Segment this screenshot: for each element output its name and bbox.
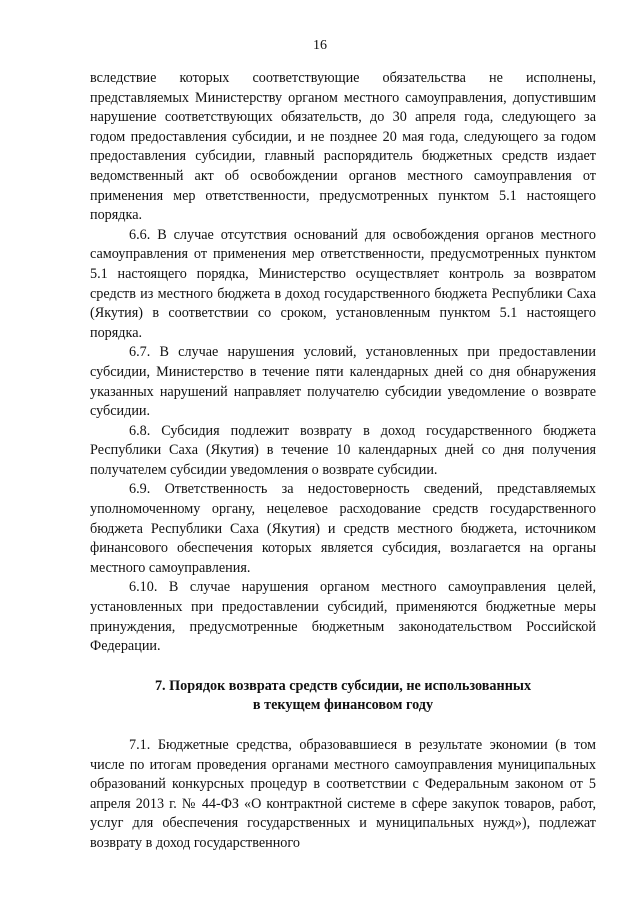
paragraph-7-1: 7.1. Бюджетные средства, образовавшиеся в результате экономии (в том числе по итогам проведения органами местного самоуправления муниципальных образований конкурсных процедур в соответствии с Федеральным законом от 5 апреля 2013 г. № 44-ФЗ «О контрактной системе в сфере закупок товаров, работ, услуг для обеспечения государственных и муниципальных нужд»), подлежат возврату в доход государственного (90, 737, 596, 851)
section-heading-line-2: в текущем финансовом году (252, 697, 434, 714)
section-heading-line-1: 7. Порядок возврата средств субсидии, не использованных (154, 677, 532, 694)
paragraph-6-9: 6.9. Ответственность за недостоверность сведений, представляемых уполномоченному органу, нецелевое расходование средств государственного бюджета Республики Саха (Якутия) и средств местного бюджета, источником финансового обеспечения которых является субсидия, возлагается на органы местного самоуправления. (90, 481, 596, 576)
page-content (90, 69, 596, 854)
page-number: 16 (313, 38, 327, 53)
paragraph-6-6: 6.6. В случае отсутствия оснований для освобождения органов местного самоуправления от применения мер ответственности, предусмотренных пунктом 5.1 настоящего порядка, Министерство осуществляет контроль за возвратом средств из местного бюджета в доход государственного бюджета Республики Саха (Якутия) в соответствии со сроком, установленным пунктом 5.1 настоящего порядка. (90, 226, 596, 341)
paragraph-continuation: вследствие которых соответствующие обязательства не исполнены, представляемых Министерству органом местного самоуправления, допустившим нарушение соответствующих обязательств, до 30 апреля года, следующего за годом предоставления субсидии, и не позднее 20 мая года, следующего за годом предоставления субсидии, главный распорядитель бюджетных средств издает ведомственный акт об освобождении органов местного самоуправления от применения мер ответственности, предусмотренных пунктом 5.1 настоящего порядка. (90, 70, 596, 224)
paragraph-6-7: 6.7. В случае нарушения условий, установленных при предоставлении субсидии, Министерство в течение пяти календарных дней со дня обнаружения указанных нарушений направляет получателю субсидии уведомление о возврате субсидии. (90, 344, 596, 420)
section-heading (90, 677, 596, 716)
paragraph-6-8: 6.8. Субсидия подлежит возврату в доход государственного бюджета Республики Саха (Якутия) в течение 10 календарных дней со дня получения получателем субсидии уведомления о возврате субсидии. (90, 422, 596, 478)
paragraph-6-10: 6.10. В случае нарушения органом местного самоуправления целей, установленных при предоставлении субсидий, применяются бюджетные меры принуждения, предусмотренные бюджетным законодательством Российской Федерации. (90, 579, 596, 655)
